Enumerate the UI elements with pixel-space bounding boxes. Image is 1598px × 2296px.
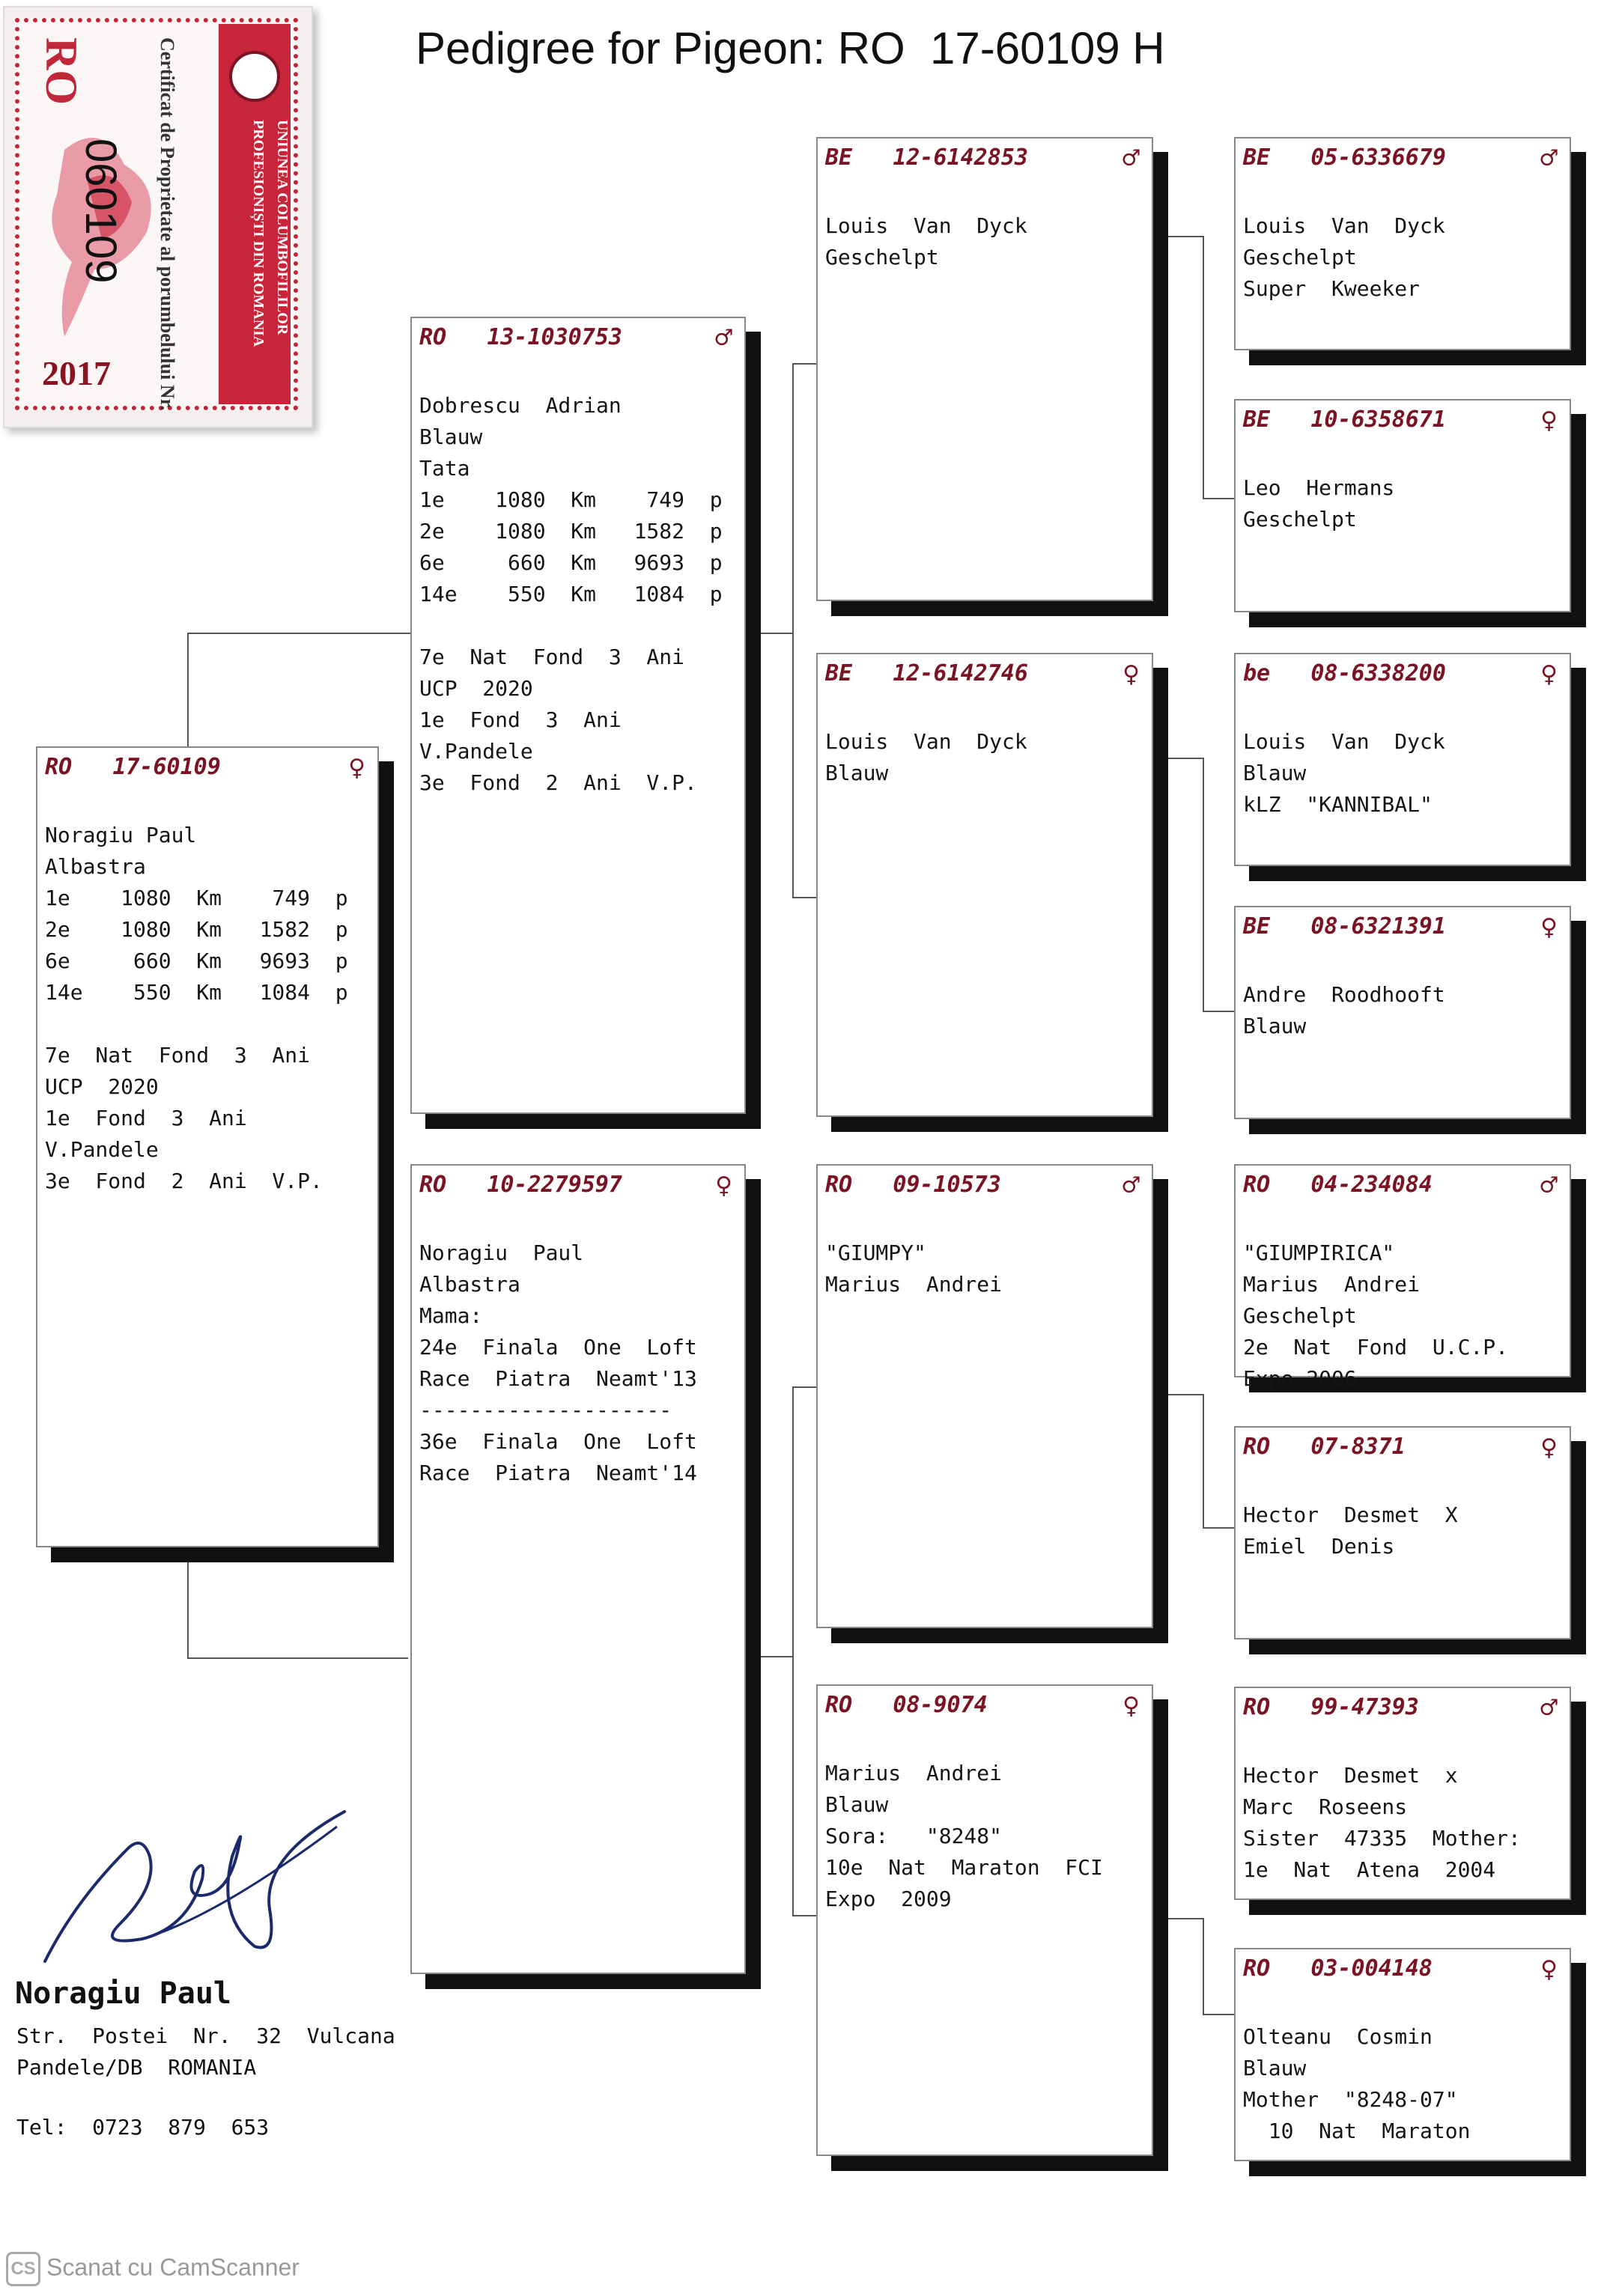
pigeon-country: BE bbox=[1243, 144, 1271, 171]
pigeon-detail-line: Louis Van Dyck bbox=[825, 213, 1027, 238]
pigeon-header bbox=[1243, 657, 1561, 693]
female-symbol-icon: ♀ bbox=[1540, 404, 1558, 436]
pigeon-detail-line: Blauw bbox=[1243, 761, 1307, 785]
pigeon-country: BE bbox=[825, 144, 853, 171]
pigeon-ring-number: 10-6358671 bbox=[1310, 406, 1446, 433]
pigeon-detail-line: Hector Desmet X bbox=[1243, 1502, 1458, 1527]
pigeon-card-ddd bbox=[1234, 1948, 1571, 2161]
pigeon-detail-line: 1e Nat Atena 2004 bbox=[1243, 1857, 1496, 1882]
pigeon-detail-line: Louis Van Dyck bbox=[825, 729, 1027, 754]
owner-address-line2: Pandele/DB ROMANIA bbox=[16, 2055, 257, 2080]
pigeon-card-ds bbox=[816, 1164, 1153, 1628]
pigeon-detail-line: Mama: bbox=[419, 1303, 483, 1328]
pigeon-details bbox=[45, 820, 371, 1197]
pigeon-detail-line: V.Pandele bbox=[45, 1137, 159, 1162]
connector-line bbox=[1168, 1918, 1204, 1919]
pigeon-header bbox=[419, 321, 735, 357]
pigeon-detail-line: Marius Andrei bbox=[825, 1761, 1003, 1785]
pigeon-ring-number: 08-6338200 bbox=[1310, 660, 1446, 686]
certificate-country: RO bbox=[37, 37, 86, 105]
pigeon-detail-line: Tata bbox=[419, 456, 470, 481]
pigeon-details bbox=[419, 1237, 738, 1489]
pigeon-header bbox=[1243, 141, 1561, 177]
connector-line bbox=[187, 633, 189, 752]
pigeon-detail-line: kLZ "KANNIBAL" bbox=[1243, 792, 1433, 817]
connector-line bbox=[1168, 236, 1204, 237]
pigeon-detail-line: Emiel Denis bbox=[1243, 1534, 1395, 1559]
pigeon-detail-line: Sora: "8248" bbox=[825, 1824, 1003, 1848]
pigeon-detail-line: 14e 550 Km 1084 p bbox=[419, 582, 723, 606]
pigeon-card-dds bbox=[1234, 1687, 1571, 1900]
pigeon-card-sds bbox=[1234, 653, 1571, 866]
connector-line bbox=[187, 1561, 189, 1658]
watermark-text: Scanat cu CamScanner bbox=[46, 2253, 300, 2281]
pigeon-ring-number: 08-9074 bbox=[893, 1692, 988, 1718]
connector-line bbox=[1203, 1918, 1204, 2015]
owner-address-line1: Str. Postei Nr. 32 Vulcana bbox=[16, 2024, 395, 2048]
scanner-watermark bbox=[6, 2252, 300, 2286]
pigeon-detail-line: Blauw bbox=[825, 1792, 889, 1817]
pigeon-header bbox=[1243, 1952, 1561, 1988]
pigeon-header bbox=[419, 1169, 735, 1205]
pigeon-detail-line: 36e Finala One Loft bbox=[419, 1429, 697, 1454]
pigeon-detail-line: Leo Hermans bbox=[1243, 475, 1395, 500]
pigeon-detail-line: 1e 1080 Km 749 p bbox=[419, 487, 723, 512]
pigeon-detail-line: 10e Nat Maraton FCI bbox=[825, 1855, 1103, 1880]
pigeon-header bbox=[825, 1689, 1143, 1725]
pigeon-details bbox=[1243, 2021, 1564, 2147]
pigeon-detail-line: 6e 660 Km 9693 p bbox=[45, 948, 348, 973]
connector-line bbox=[1168, 1394, 1204, 1395]
male-symbol-icon: ♂ bbox=[1540, 141, 1558, 174]
pigeon-detail-line: Geschelpt bbox=[1243, 507, 1357, 532]
pigeon-card-sdd bbox=[1234, 906, 1571, 1119]
pigeon-card-dam bbox=[410, 1164, 746, 1974]
connector-line bbox=[187, 633, 412, 634]
pigeon-details bbox=[825, 210, 1146, 273]
female-symbol-icon: ♀ bbox=[1122, 657, 1140, 690]
pigeon-detail-line: 3e Fond 2 Ani V.P. bbox=[419, 770, 697, 795]
pigeon-country: BE bbox=[1243, 406, 1271, 433]
pigeon-card-subject bbox=[36, 746, 379, 1547]
pigeon-ring-number: 10-2279597 bbox=[487, 1172, 622, 1198]
pigeon-detail-line: 7e Nat Fond 3 Ani bbox=[45, 1043, 311, 1068]
pigeon-details bbox=[825, 1237, 1146, 1300]
pigeon-ring-number: 17-60109 bbox=[112, 754, 221, 780]
pigeon-country: RO bbox=[825, 1692, 853, 1718]
pigeon-ring-number: 13-1030753 bbox=[487, 324, 622, 350]
female-symbol-icon: ♀ bbox=[1540, 1952, 1558, 1985]
pigeon-header bbox=[825, 657, 1143, 693]
pigeon-detail-line: Super Kweeker bbox=[1243, 276, 1421, 301]
connector-line bbox=[1203, 1011, 1234, 1012]
pigeon-detail-line: 1e 1080 Km 749 p bbox=[45, 886, 348, 910]
pigeon-details bbox=[1243, 472, 1564, 535]
male-symbol-icon: ♂ bbox=[1122, 141, 1140, 174]
pigeon-details bbox=[1243, 726, 1564, 820]
connector-line bbox=[792, 363, 816, 365]
pigeon-detail-line: Race Piatra Neamt'13 bbox=[419, 1366, 697, 1391]
female-symbol-icon: ♀ bbox=[715, 1169, 732, 1202]
pigeon-details bbox=[1243, 979, 1564, 1042]
pigeon-header bbox=[1243, 406, 1561, 439]
pigeon-ring-number: 05-6336679 bbox=[1310, 144, 1446, 171]
male-symbol-icon: ♂ bbox=[715, 321, 732, 354]
pigeon-detail-line: Expo.2006 bbox=[1243, 1366, 1357, 1391]
connector-line bbox=[1203, 2014, 1234, 2015]
pigeon-detail-line: Mother "8248-07" bbox=[1243, 2087, 1458, 2112]
pigeon-detail-line: -------------------- bbox=[419, 1398, 672, 1422]
connector-line bbox=[1203, 758, 1204, 1012]
pigeon-detail-line: Marius Andrei bbox=[825, 1272, 1003, 1297]
connector-line bbox=[792, 1915, 816, 1916]
pigeon-detail-line: Marius Andrei bbox=[1243, 1272, 1421, 1297]
pigeon-header bbox=[1243, 1169, 1561, 1205]
owner-phone: Tel: 0723 879 653 bbox=[16, 2115, 270, 2140]
female-symbol-icon: ♀ bbox=[1122, 1689, 1140, 1722]
pigeon-detail-line: Noragiu Paul bbox=[45, 823, 197, 847]
pigeon-card-sire bbox=[410, 317, 746, 1114]
pigeon-detail-line: "GIUMPY" bbox=[825, 1240, 926, 1265]
certificate-number: 060109 bbox=[76, 138, 125, 284]
pigeon-details bbox=[1243, 210, 1564, 305]
pigeon-country: RO bbox=[419, 324, 447, 350]
signature-icon bbox=[30, 1797, 359, 1976]
pigeon-details bbox=[825, 726, 1146, 789]
pigeon-country: RO bbox=[1243, 1694, 1271, 1720]
certificate-union-line2: PROFESIONIȘTI DIN ROMANIA bbox=[250, 120, 267, 347]
pigeon-card-sss bbox=[1234, 137, 1571, 350]
pigeon-detail-line: 7e Nat Fond 3 Ani bbox=[419, 645, 685, 669]
pigeon-detail-line: Geschelpt bbox=[1243, 245, 1357, 270]
pigeon-header bbox=[1243, 910, 1561, 946]
camscanner-logo-icon: CS bbox=[6, 2252, 40, 2286]
connector-line bbox=[792, 363, 794, 898]
pigeon-ring-number: 04-234084 bbox=[1310, 1172, 1433, 1198]
ownership-certificate bbox=[3, 6, 313, 428]
pigeon-country: BE bbox=[1243, 913, 1271, 940]
pigeon-detail-line: Andre Roodhooft bbox=[1243, 982, 1445, 1007]
pigeon-country: RO bbox=[1243, 1434, 1271, 1460]
pigeon-ring-number: 09-10573 bbox=[893, 1172, 1001, 1198]
pigeon-detail-line: 3e Fond 2 Ani V.P. bbox=[45, 1169, 323, 1193]
pigeon-detail-line: 2e 1080 Km 1582 p bbox=[419, 519, 723, 543]
pigeon-detail-line: Blauw bbox=[1243, 2056, 1307, 2080]
pigeon-detail-line: 2e Nat Fond U.C.P. bbox=[1243, 1335, 1509, 1359]
certificate-caption: Certificat de Proprietate al porumbelului Nr. bbox=[157, 37, 178, 411]
pigeon-card-sd bbox=[816, 653, 1153, 1117]
pigeon-country: RO bbox=[1243, 1172, 1271, 1198]
pigeon-detail-line: "GIUMPIRICA" bbox=[1243, 1240, 1395, 1265]
pigeon-card-dsd bbox=[1234, 1426, 1571, 1639]
pigeon-header bbox=[825, 141, 1143, 177]
certificate-year: 2017 bbox=[42, 354, 111, 392]
pigeon-ring-number: 08-6321391 bbox=[1310, 913, 1446, 940]
connector-line bbox=[1203, 236, 1204, 499]
pigeon-detail-line: Sister 47335 Mother: bbox=[1243, 1826, 1521, 1851]
pigeon-detail-line: Race Piatra Neamt'14 bbox=[419, 1461, 697, 1485]
pigeon-detail-line: 14e 550 Km 1084 p bbox=[45, 980, 348, 1005]
connector-line bbox=[1203, 498, 1234, 499]
pigeon-detail-line: V.Pandele bbox=[419, 739, 533, 764]
pigeon-detail-line: Hector Desmet x bbox=[1243, 1763, 1458, 1788]
pigeon-detail-line: Geschelpt bbox=[1243, 1303, 1357, 1328]
pigeon-detail-line: Geschelpt bbox=[825, 245, 939, 270]
pigeon-details bbox=[419, 390, 738, 799]
pigeon-detail-line: 6e 660 Km 9693 p bbox=[419, 550, 723, 575]
pigeon-country: RO bbox=[1243, 1955, 1271, 1982]
connector-line bbox=[1203, 1527, 1234, 1529]
pigeon-detail-line: Expo 2009 bbox=[825, 1887, 952, 1911]
pigeon-detail-line: Noragiu Paul bbox=[419, 1240, 584, 1265]
pigeon-detail-line: Marc Roseens bbox=[1243, 1794, 1408, 1819]
connector-line bbox=[792, 1386, 794, 1916]
pigeon-detail-line bbox=[419, 610, 738, 642]
pigeon-detail-line: Albastra bbox=[45, 854, 146, 879]
pigeon-detail-line: Blauw bbox=[1243, 1014, 1307, 1038]
pigeon-header bbox=[45, 751, 368, 787]
male-symbol-icon: ♂ bbox=[1540, 1691, 1558, 1724]
pigeon-detail-line: 10 Nat Maraton bbox=[1243, 2119, 1471, 2143]
pigeon-detail-line: Louis Van Dyck bbox=[1243, 729, 1445, 754]
pigeon-country: RO bbox=[825, 1172, 853, 1198]
pigeon-card-ss bbox=[816, 137, 1153, 601]
pigeon-header bbox=[1243, 1691, 1561, 1727]
pigeon-card-ssd bbox=[1234, 399, 1571, 612]
pigeon-ring-number: 99-47393 bbox=[1310, 1694, 1419, 1720]
male-symbol-icon: ♂ bbox=[1540, 1169, 1558, 1202]
connector-line bbox=[792, 1386, 816, 1388]
pigeon-detail-line: Blauw bbox=[419, 424, 483, 449]
connector-line bbox=[1203, 1394, 1204, 1529]
pigeon-ring-number: 03-004148 bbox=[1310, 1955, 1433, 1982]
pigeon-ring-number: 07-8371 bbox=[1310, 1434, 1406, 1460]
union-logo-icon bbox=[229, 51, 280, 102]
page-title: Pedigree for Pigeon: RO 17-60109 H bbox=[416, 23, 1165, 73]
pigeon-detail-line: Blauw bbox=[825, 761, 889, 785]
pigeon-ring-number: 12-6142746 bbox=[893, 660, 1028, 686]
pigeon-card-dss bbox=[1234, 1164, 1571, 1391]
pigeon-header bbox=[825, 1169, 1143, 1205]
connector-line bbox=[1168, 758, 1204, 759]
pigeon-details bbox=[1243, 1237, 1564, 1395]
pigeon-ring-number: 12-6142853 bbox=[893, 144, 1028, 171]
pigeon-detail-line: Louis Van Dyck bbox=[1243, 213, 1445, 238]
pigeon-country: BE bbox=[825, 660, 853, 686]
pigeon-detail-line bbox=[45, 1008, 371, 1040]
pigeon-detail-line: UCP 2020 bbox=[419, 676, 533, 701]
pigeon-detail-line: 1e Fond 3 Ani bbox=[45, 1106, 247, 1130]
pigeon-detail-line: Dobrescu Adrian bbox=[419, 393, 622, 418]
pigeon-details bbox=[825, 1758, 1146, 1915]
owner-name: Noragiu Paul bbox=[15, 1976, 231, 2011]
pigeon-details bbox=[1243, 1760, 1564, 1886]
connector-line bbox=[758, 633, 794, 634]
pigeon-country: be bbox=[1243, 660, 1271, 686]
pigeon-details bbox=[1243, 1499, 1564, 1562]
connector-line bbox=[187, 1657, 408, 1659]
connector-line bbox=[758, 1656, 794, 1657]
female-symbol-icon: ♀ bbox=[1540, 657, 1558, 690]
female-symbol-icon: ♀ bbox=[1540, 910, 1558, 943]
pigeon-detail-line: Olteanu Cosmin bbox=[1243, 2024, 1433, 2049]
pigeon-detail-line: 2e 1080 Km 1582 p bbox=[45, 917, 348, 942]
female-symbol-icon: ♀ bbox=[348, 751, 365, 784]
pigeon-country: RO bbox=[45, 754, 73, 780]
connector-line bbox=[792, 897, 816, 898]
pigeon-detail-line: UCP 2020 bbox=[45, 1074, 159, 1099]
pigeon-country: RO bbox=[419, 1172, 447, 1198]
male-symbol-icon: ♂ bbox=[1122, 1169, 1140, 1202]
pigeon-header bbox=[1243, 1431, 1561, 1467]
female-symbol-icon: ♀ bbox=[1540, 1431, 1558, 1464]
pigeon-detail-line: 1e Fond 3 Ani bbox=[419, 707, 622, 732]
pigeon-card-dd bbox=[816, 1684, 1153, 2156]
pigeon-detail-line: 24e Finala One Loft bbox=[419, 1335, 697, 1359]
certificate-union-line1: UNIUNEA COLUMBOFILILOR bbox=[274, 120, 291, 335]
pigeon-detail-line: Albastra bbox=[419, 1272, 520, 1297]
